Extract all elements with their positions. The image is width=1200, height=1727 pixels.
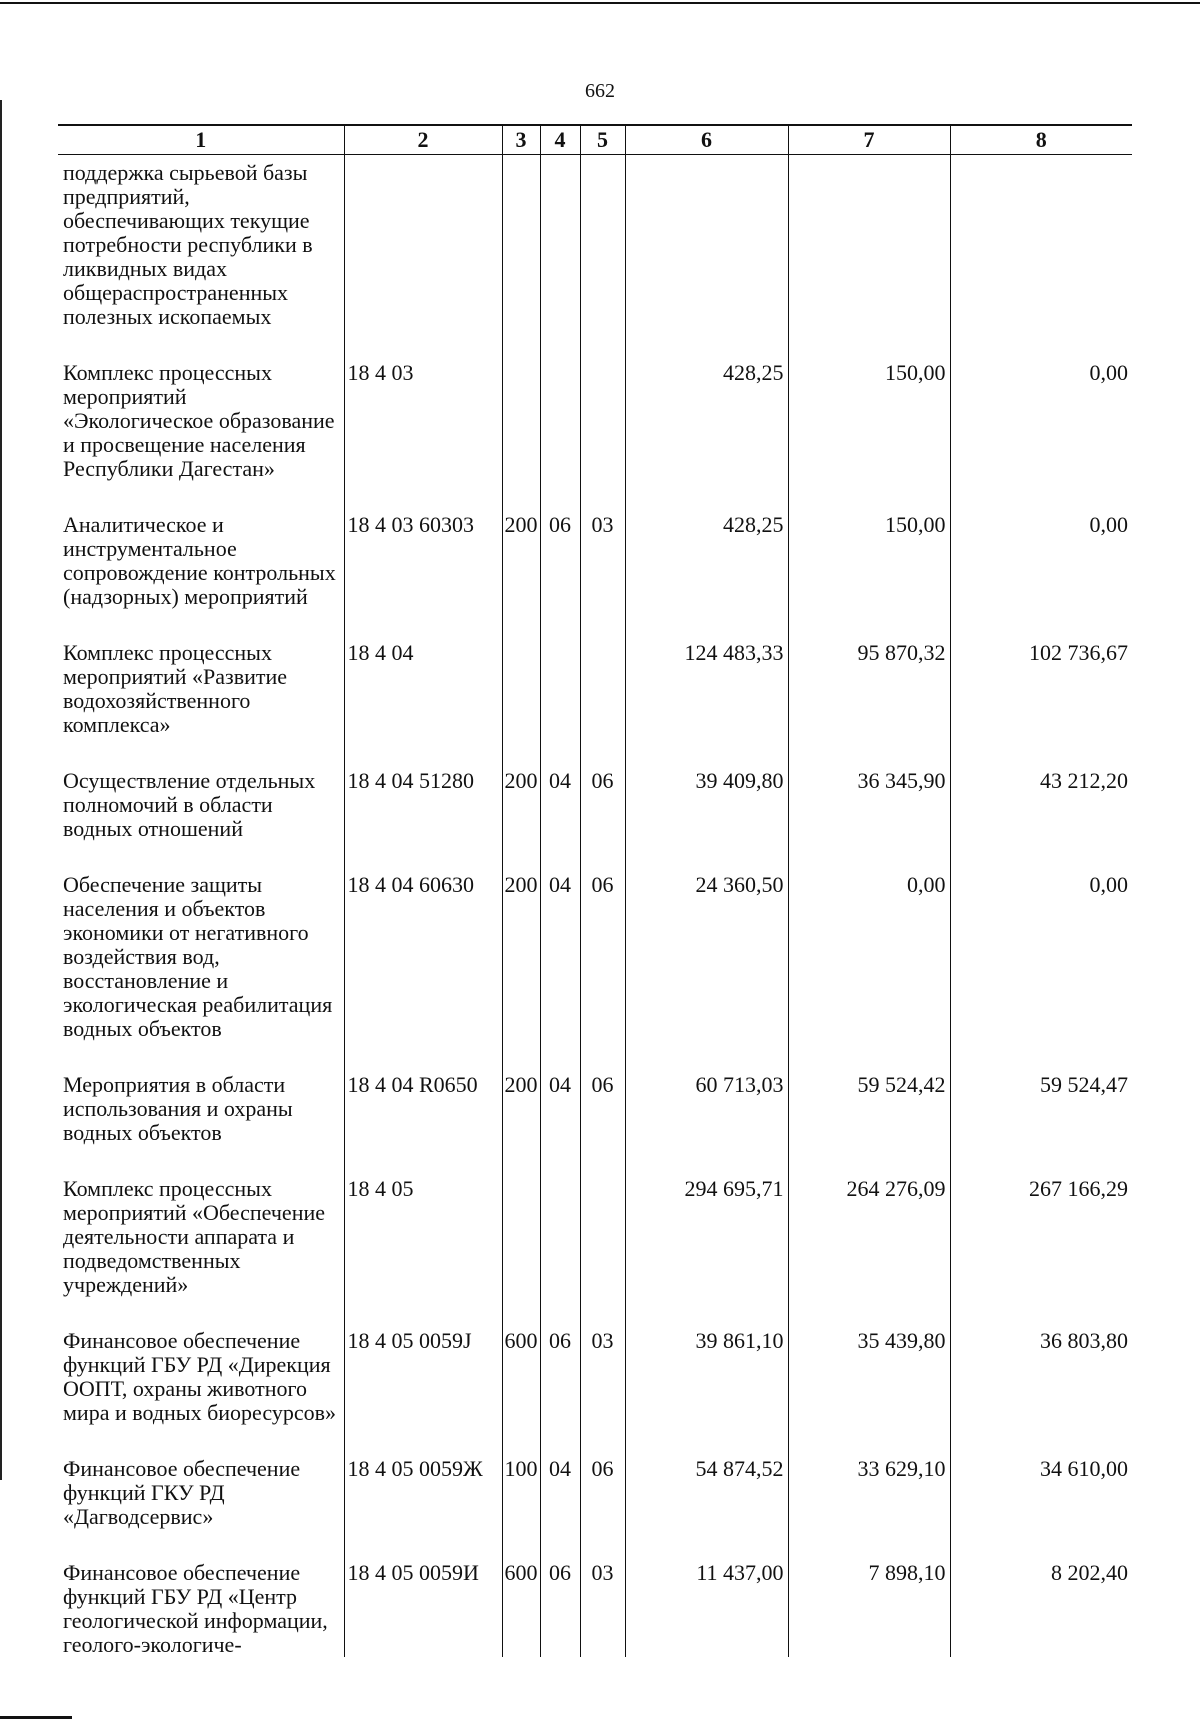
- row-col-3: 600: [502, 1323, 540, 1451]
- row-col-3: [502, 355, 540, 507]
- row-value-8: 267 166,29: [950, 1171, 1132, 1323]
- scan-top-border: [0, 2, 1200, 4]
- row-value-8: 0,00: [950, 355, 1132, 507]
- row-value-7: 7 898,10: [788, 1555, 950, 1657]
- table-row: [58, 763, 1132, 867]
- row-name: Финансовое обеспечение функций ГКУ РД «Дагводсервис»: [63, 1456, 301, 1529]
- row-value-8: 36 803,80: [950, 1323, 1132, 1451]
- table-row: [58, 155, 1132, 356]
- row-value-7: 95 870,32: [788, 635, 950, 763]
- row-name: Комплекс процессных мероприятий «Экологическое образование и просвещение населения Республики Дагестан»: [63, 360, 335, 481]
- page-number: 662: [585, 80, 615, 102]
- row-col-5: 06: [580, 1067, 625, 1171]
- row-code: 18 4 03 60303: [344, 507, 502, 635]
- scan-bottom-mark: [0, 1716, 72, 1719]
- scan-left-border: [0, 100, 2, 1480]
- row-col-4: [540, 635, 580, 763]
- row-name: Осуществление отдельных полномочий в области водных отношений: [63, 768, 316, 841]
- row-col-4: 04: [540, 867, 580, 1067]
- row-value-8: 59 524,47: [950, 1067, 1132, 1171]
- row-name: Финансовое обеспечение функций ГБУ РД «Дирекция ООПТ, охраны животного мира и водных биоресурсов»: [63, 1328, 336, 1425]
- row-col-3: 100: [502, 1451, 540, 1555]
- row-col-5: 06: [580, 1451, 625, 1555]
- row-value-6: 24 360,50: [625, 867, 788, 1067]
- row-code: 18 4 04 R0650: [344, 1067, 502, 1171]
- header-col-2: 2: [344, 125, 502, 155]
- row-col-4: 06: [540, 1555, 580, 1657]
- table-row: [58, 1451, 1132, 1555]
- header-col-4: 4: [540, 125, 580, 155]
- row-value-6: [625, 155, 788, 356]
- row-value-7: 150,00: [788, 507, 950, 635]
- row-value-6: 428,25: [625, 355, 788, 507]
- row-col-5: [580, 635, 625, 763]
- row-name: Комплекс процессных мероприятий «Развитие водохозяйственного комплекса»: [63, 640, 288, 737]
- row-code: 18 4 05: [344, 1171, 502, 1323]
- table-row: [58, 867, 1132, 1067]
- row-value-6: 39 861,10: [625, 1323, 788, 1451]
- row-col-3: 200: [502, 867, 540, 1067]
- row-name: Финансовое обеспечение функций ГБУ РД «Центр геологической информации, геолого-экологиче-: [63, 1560, 328, 1657]
- table-row: [58, 1067, 1132, 1171]
- header-col-1: 1: [58, 125, 344, 155]
- table-header: [58, 125, 1132, 155]
- row-code: 18 4 04 51280: [344, 763, 502, 867]
- row-col-4: 04: [540, 1451, 580, 1555]
- row-name: Обеспечение защиты населения и объектов экономики от негативного воздействия вод, восстановление и экологическая реабилитация водных объектов: [63, 872, 333, 1041]
- row-col-3: [502, 155, 540, 356]
- row-value-6: 294 695,71: [625, 1171, 788, 1323]
- row-code: [344, 155, 502, 356]
- row-value-7: 35 439,80: [788, 1323, 950, 1451]
- row-value-7: 0,00: [788, 867, 950, 1067]
- row-value-6: 124 483,33: [625, 635, 788, 763]
- row-col-3: 200: [502, 1067, 540, 1171]
- row-col-5: 03: [580, 1555, 625, 1657]
- table-row: [58, 1323, 1132, 1451]
- table-row: [58, 635, 1132, 763]
- row-code: 18 4 03: [344, 355, 502, 507]
- row-col-5: 06: [580, 763, 625, 867]
- row-value-8: 43 212,20: [950, 763, 1132, 867]
- table-row: [58, 1555, 1132, 1657]
- row-value-7: 36 345,90: [788, 763, 950, 867]
- row-col-4: 06: [540, 1323, 580, 1451]
- row-name: Аналитическое и инструментальное сопровождение контрольных (надзорных) мероприятий: [63, 512, 336, 609]
- table-row: [58, 507, 1132, 635]
- row-value-6: 11 437,00: [625, 1555, 788, 1657]
- row-code: 18 4 04 60630: [344, 867, 502, 1067]
- row-value-7: 59 524,42: [788, 1067, 950, 1171]
- row-value-8: 8 202,40: [950, 1555, 1132, 1657]
- row-col-3: [502, 635, 540, 763]
- header-row: [58, 125, 1132, 155]
- row-col-3: [502, 1171, 540, 1323]
- row-code: 18 4 05 0059И: [344, 1555, 502, 1657]
- row-code: 18 4 04: [344, 635, 502, 763]
- header-col-6: 6: [625, 125, 788, 155]
- row-col-3: 200: [502, 507, 540, 635]
- row-value-6: 39 409,80: [625, 763, 788, 867]
- row-col-4: [540, 1171, 580, 1323]
- row-name: Мероприятия в области использования и охраны водных объектов: [63, 1072, 293, 1145]
- row-value-7: 33 629,10: [788, 1451, 950, 1555]
- header-col-5: 5: [580, 125, 625, 155]
- row-col-5: [580, 355, 625, 507]
- row-col-5: 06: [580, 867, 625, 1067]
- row-value-6: 428,25: [625, 507, 788, 635]
- row-col-4: [540, 155, 580, 356]
- row-code: 18 4 05 0059Ж: [344, 1451, 502, 1555]
- row-value-8: 0,00: [950, 867, 1132, 1067]
- row-col-4: 06: [540, 507, 580, 635]
- row-col-5: [580, 155, 625, 356]
- row-col-5: 03: [580, 507, 625, 635]
- row-name: Комплекс процессных мероприятий «Обеспечение деятельности аппарата и подведомственных учреждений»: [63, 1176, 326, 1297]
- row-value-8: [950, 155, 1132, 356]
- row-name: поддержка сырьевой базы предприятий, обеспечивающих текущие потребности республики в ликвидных видах общераспространенных полезных ископаемых: [63, 160, 313, 329]
- row-col-5: 03: [580, 1323, 625, 1451]
- row-col-4: [540, 355, 580, 507]
- row-code: 18 4 05 0059J: [344, 1323, 502, 1451]
- row-value-7: 264 276,09: [788, 1171, 950, 1323]
- row-col-4: 04: [540, 1067, 580, 1171]
- row-col-3: 200: [502, 763, 540, 867]
- table-row: [58, 355, 1132, 507]
- row-value-6: 54 874,52: [625, 1451, 788, 1555]
- row-col-3: 600: [502, 1555, 540, 1657]
- budget-table: [58, 124, 1132, 1657]
- row-value-8: 0,00: [950, 507, 1132, 635]
- row-value-7: [788, 155, 950, 356]
- row-value-6: 60 713,03: [625, 1067, 788, 1171]
- header-col-3: 3: [502, 125, 540, 155]
- row-value-8: 102 736,67: [950, 635, 1132, 763]
- table-row: [58, 1171, 1132, 1323]
- row-value-8: 34 610,00: [950, 1451, 1132, 1555]
- header-col-8: 8: [950, 125, 1132, 155]
- row-col-4: 04: [540, 763, 580, 867]
- header-col-7: 7: [788, 125, 950, 155]
- row-value-7: 150,00: [788, 355, 950, 507]
- row-col-5: [580, 1171, 625, 1323]
